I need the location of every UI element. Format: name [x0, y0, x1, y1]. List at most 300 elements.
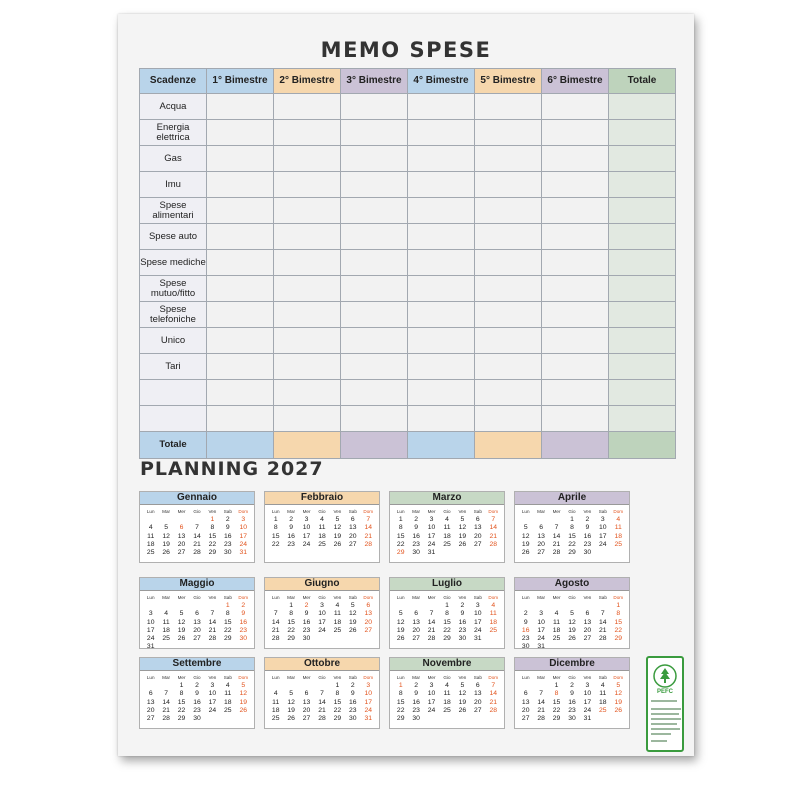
- day-cell[interactable]: 22: [271, 540, 280, 548]
- day-cell[interactable]: 31: [364, 715, 373, 723]
- day-cell[interactable]: 24: [474, 626, 482, 634]
- day-cell[interactable]: 15: [177, 698, 186, 706]
- day-cell[interactable]: 22: [443, 626, 451, 634]
- day-cell[interactable]: 14: [427, 618, 436, 626]
- amount-cell[interactable]: [542, 120, 609, 146]
- day-cell[interactable]: 18: [271, 706, 280, 714]
- day-cell[interactable]: 29: [396, 549, 405, 557]
- row-total-cell[interactable]: [609, 354, 676, 380]
- amount-cell[interactable]: [341, 120, 408, 146]
- day-cell[interactable]: 21: [537, 706, 545, 714]
- day-cell[interactable]: 27: [583, 635, 592, 643]
- amount-cell[interactable]: [341, 380, 408, 406]
- day-cell[interactable]: 31: [583, 715, 592, 723]
- amount-cell[interactable]: [408, 328, 475, 354]
- day-cell[interactable]: 24: [239, 540, 248, 548]
- grand-total-cell[interactable]: [609, 432, 676, 459]
- amount-cell[interactable]: [274, 120, 341, 146]
- day-cell[interactable]: 19: [333, 532, 342, 540]
- day-cell[interactable]: 20: [474, 532, 482, 540]
- amount-cell[interactable]: [542, 328, 609, 354]
- amount-cell[interactable]: [274, 276, 341, 302]
- amount-cell[interactable]: [542, 94, 609, 120]
- day-cell[interactable]: 2: [195, 682, 199, 689]
- amount-cell[interactable]: [207, 406, 274, 432]
- day-cell[interactable]: 11: [443, 690, 451, 698]
- day-cell[interactable]: 9: [195, 690, 199, 698]
- day-cell[interactable]: 14: [552, 532, 561, 540]
- day-cell[interactable]: 21: [427, 626, 436, 634]
- bimestre-total-cell[interactable]: [341, 432, 408, 459]
- day-cell[interactable]: 19: [458, 698, 467, 706]
- day-cell[interactable]: 4: [148, 524, 153, 532]
- day-cell[interactable]: 4: [445, 516, 449, 523]
- day-cell[interactable]: 8: [398, 690, 403, 698]
- day-cell[interactable]: 23: [583, 540, 592, 548]
- day-cell[interactable]: 25: [614, 540, 623, 548]
- amount-cell[interactable]: [274, 406, 341, 432]
- day-cell[interactable]: 15: [443, 618, 451, 626]
- day-cell[interactable]: 22: [224, 626, 232, 634]
- day-cell[interactable]: 9: [225, 524, 230, 532]
- row-total-cell[interactable]: [609, 224, 676, 250]
- day-cell[interactable]: 17: [146, 626, 155, 634]
- row-total-cell[interactable]: [609, 198, 676, 224]
- day-cell[interactable]: 4: [320, 516, 324, 523]
- day-cell[interactable]: 22: [287, 626, 295, 634]
- day-cell[interactable]: 31: [239, 549, 248, 557]
- day-cell[interactable]: 7: [491, 516, 496, 523]
- day-cell[interactable]: 4: [335, 602, 340, 609]
- day-cell[interactable]: 19: [396, 626, 405, 634]
- day-cell[interactable]: 16: [239, 618, 248, 626]
- amount-cell[interactable]: [408, 276, 475, 302]
- day-cell[interactable]: 3: [241, 516, 246, 523]
- day-cell[interactable]: 17: [208, 698, 217, 706]
- amount-cell[interactable]: [207, 198, 274, 224]
- day-cell[interactable]: 15: [396, 532, 405, 540]
- day-cell[interactable]: 21: [193, 540, 201, 548]
- amount-cell[interactable]: [542, 406, 609, 432]
- amount-cell[interactable]: [207, 224, 274, 250]
- day-cell[interactable]: 1: [616, 602, 621, 609]
- day-cell[interactable]: 30: [239, 635, 248, 643]
- day-cell[interactable]: 30: [412, 549, 420, 557]
- amount-cell[interactable]: [207, 380, 274, 406]
- amount-cell[interactable]: [274, 328, 341, 354]
- day-cell[interactable]: 10: [146, 618, 155, 626]
- day-cell[interactable]: 5: [398, 610, 403, 618]
- amount-cell[interactable]: [408, 380, 475, 406]
- day-cell[interactable]: 14: [364, 524, 373, 532]
- day-cell[interactable]: 27: [521, 715, 530, 723]
- amount-cell[interactable]: [475, 328, 542, 354]
- day-cell[interactable]: 23: [568, 706, 576, 714]
- day-cell[interactable]: 18: [599, 698, 607, 706]
- day-cell[interactable]: 23: [287, 540, 295, 548]
- day-cell[interactable]: 26: [349, 626, 357, 634]
- day-cell[interactable]: 17: [364, 698, 373, 706]
- day-cell[interactable]: 18: [146, 540, 155, 548]
- day-cell[interactable]: 4: [164, 610, 169, 618]
- day-cell[interactable]: 1: [179, 682, 184, 689]
- day-cell[interactable]: 6: [523, 690, 528, 698]
- day-cell[interactable]: 5: [460, 682, 465, 689]
- day-cell[interactable]: 7: [210, 610, 215, 618]
- day-cell[interactable]: 6: [475, 516, 480, 523]
- day-cell[interactable]: 20: [193, 626, 201, 634]
- day-cell[interactable]: 22: [614, 626, 623, 634]
- amount-cell[interactable]: [341, 172, 408, 198]
- day-cell[interactable]: 30: [412, 715, 420, 723]
- day-cell[interactable]: 5: [460, 516, 465, 523]
- day-cell[interactable]: 14: [208, 618, 217, 626]
- day-cell[interactable]: 20: [146, 706, 155, 714]
- day-cell[interactable]: 21: [489, 532, 498, 540]
- day-cell[interactable]: 5: [289, 690, 294, 698]
- row-total-cell[interactable]: [609, 120, 676, 146]
- day-cell[interactable]: 23: [349, 706, 357, 714]
- day-cell[interactable]: 9: [350, 690, 355, 698]
- day-cell[interactable]: 21: [552, 540, 561, 548]
- day-cell[interactable]: 13: [349, 524, 357, 532]
- day-cell[interactable]: 17: [239, 532, 248, 540]
- day-cell[interactable]: 26: [458, 540, 467, 548]
- day-cell[interactable]: 20: [364, 618, 373, 626]
- day-cell[interactable]: 20: [302, 706, 311, 714]
- day-cell[interactable]: 4: [225, 682, 230, 689]
- day-cell[interactable]: 11: [489, 610, 497, 618]
- day-cell[interactable]: 31: [537, 643, 545, 651]
- day-cell[interactable]: 22: [568, 540, 576, 548]
- day-cell[interactable]: 26: [521, 549, 530, 557]
- day-cell[interactable]: 18: [552, 626, 561, 634]
- day-cell[interactable]: 14: [537, 698, 545, 706]
- day-cell[interactable]: 2: [570, 682, 574, 689]
- day-cell[interactable]: 16: [193, 698, 201, 706]
- amount-cell[interactable]: [475, 120, 542, 146]
- day-cell[interactable]: 9: [523, 618, 528, 626]
- amount-cell[interactable]: [475, 302, 542, 328]
- day-cell[interactable]: 16: [412, 532, 420, 540]
- day-cell[interactable]: 24: [208, 706, 217, 714]
- day-cell[interactable]: 4: [491, 602, 496, 609]
- amount-cell[interactable]: [408, 250, 475, 276]
- day-cell[interactable]: 24: [427, 540, 436, 548]
- amount-cell[interactable]: [408, 302, 475, 328]
- bimestre-total-cell[interactable]: [207, 432, 274, 459]
- day-cell[interactable]: 16: [583, 532, 592, 540]
- day-cell[interactable]: 29: [443, 635, 451, 643]
- amount-cell[interactable]: [542, 146, 609, 172]
- row-total-cell[interactable]: [609, 380, 676, 406]
- day-cell[interactable]: 23: [224, 540, 232, 548]
- day-cell[interactable]: 25: [271, 715, 280, 723]
- day-cell[interactable]: 10: [427, 690, 436, 698]
- day-cell[interactable]: 28: [552, 549, 561, 557]
- day-cell[interactable]: 13: [474, 690, 482, 698]
- day-cell[interactable]: 1: [273, 516, 278, 523]
- day-cell[interactable]: 26: [287, 715, 295, 723]
- day-cell[interactable]: 7: [600, 610, 605, 618]
- day-cell[interactable]: 20: [349, 532, 357, 540]
- day-cell[interactable]: 9: [460, 610, 465, 618]
- bimestre-total-cell[interactable]: [542, 432, 609, 459]
- day-cell[interactable]: 18: [443, 532, 451, 540]
- amount-cell[interactable]: [408, 94, 475, 120]
- day-cell[interactable]: 3: [304, 516, 309, 523]
- day-cell[interactable]: 2: [289, 516, 294, 523]
- day-cell[interactable]: 9: [304, 610, 309, 618]
- day-cell[interactable]: 15: [333, 698, 342, 706]
- amount-cell[interactable]: [408, 406, 475, 432]
- day-cell[interactable]: 28: [537, 715, 545, 723]
- day-cell[interactable]: 27: [146, 715, 155, 723]
- day-cell[interactable]: 28: [318, 715, 326, 723]
- day-cell[interactable]: 3: [210, 682, 215, 689]
- day-cell[interactable]: 16: [521, 626, 530, 634]
- day-cell[interactable]: 12: [614, 690, 623, 698]
- day-cell[interactable]: 5: [179, 610, 184, 618]
- day-cell[interactable]: 20: [412, 626, 420, 634]
- day-cell[interactable]: 23: [521, 635, 530, 643]
- amount-cell[interactable]: [542, 172, 609, 198]
- day-cell[interactable]: 19: [521, 540, 530, 548]
- day-cell[interactable]: 2: [225, 516, 230, 523]
- amount-cell[interactable]: [207, 276, 274, 302]
- amount-cell[interactable]: [341, 276, 408, 302]
- amount-cell[interactable]: [408, 224, 475, 250]
- day-cell[interactable]: 17: [474, 618, 482, 626]
- day-cell[interactable]: 24: [427, 706, 436, 714]
- day-cell[interactable]: 28: [427, 635, 436, 643]
- day-cell[interactable]: 26: [239, 706, 248, 714]
- day-cell[interactable]: 1: [398, 682, 403, 689]
- day-cell[interactable]: 25: [146, 549, 155, 557]
- amount-cell[interactable]: [341, 354, 408, 380]
- day-cell[interactable]: 7: [554, 524, 559, 532]
- day-cell[interactable]: 8: [210, 524, 215, 532]
- day-cell[interactable]: 10: [474, 610, 482, 618]
- day-cell[interactable]: 13: [193, 618, 201, 626]
- day-cell[interactable]: 28: [193, 549, 201, 557]
- day-cell[interactable]: 27: [302, 715, 311, 723]
- day-cell[interactable]: 15: [552, 698, 561, 706]
- day-cell[interactable]: 5: [570, 610, 574, 618]
- day-cell[interactable]: 2: [414, 682, 419, 689]
- day-cell[interactable]: 29: [568, 549, 576, 557]
- day-cell[interactable]: 13: [537, 532, 545, 540]
- day-cell[interactable]: 1: [335, 682, 340, 689]
- day-cell[interactable]: 4: [273, 690, 278, 698]
- day-cell[interactable]: 7: [491, 682, 496, 689]
- day-cell[interactable]: 8: [179, 690, 184, 698]
- day-cell[interactable]: 28: [271, 635, 280, 643]
- day-cell[interactable]: 24: [146, 635, 155, 643]
- day-cell[interactable]: 21: [208, 626, 217, 634]
- day-cell[interactable]: 11: [614, 524, 622, 532]
- day-cell[interactable]: 6: [539, 524, 544, 532]
- day-cell[interactable]: 29: [614, 635, 623, 643]
- amount-cell[interactable]: [274, 250, 341, 276]
- day-cell[interactable]: 10: [318, 610, 326, 618]
- day-cell[interactable]: 13: [146, 698, 155, 706]
- day-cell[interactable]: 30: [224, 549, 232, 557]
- day-cell[interactable]: 5: [523, 524, 528, 532]
- day-cell[interactable]: 9: [289, 524, 294, 532]
- amount-cell[interactable]: [475, 380, 542, 406]
- day-cell[interactable]: 19: [177, 626, 186, 634]
- day-cell[interactable]: 21: [271, 626, 280, 634]
- amount-cell[interactable]: [274, 94, 341, 120]
- day-cell[interactable]: 19: [458, 532, 467, 540]
- day-cell[interactable]: 19: [568, 626, 576, 634]
- day-cell[interactable]: 11: [599, 690, 607, 698]
- amount-cell[interactable]: [408, 146, 475, 172]
- row-total-cell[interactable]: [609, 172, 676, 198]
- day-cell[interactable]: 4: [616, 516, 621, 523]
- day-cell[interactable]: 29: [208, 549, 217, 557]
- day-cell[interactable]: 15: [224, 618, 232, 626]
- day-cell[interactable]: 13: [364, 610, 373, 618]
- day-cell[interactable]: 31: [427, 549, 436, 557]
- day-cell[interactable]: 19: [614, 698, 623, 706]
- day-cell[interactable]: 17: [583, 698, 592, 706]
- day-cell[interactable]: 8: [289, 610, 294, 618]
- day-cell[interactable]: 21: [489, 698, 498, 706]
- day-cell[interactable]: 18: [489, 618, 498, 626]
- amount-cell[interactable]: [341, 250, 408, 276]
- row-total-cell[interactable]: [609, 146, 676, 172]
- amount-cell[interactable]: [207, 302, 274, 328]
- day-cell[interactable]: 11: [224, 690, 232, 698]
- day-cell[interactable]: 25: [224, 706, 232, 714]
- day-cell[interactable]: 13: [583, 618, 592, 626]
- day-cell[interactable]: 12: [521, 532, 530, 540]
- day-cell[interactable]: 28: [489, 540, 498, 548]
- day-cell[interactable]: 19: [287, 706, 295, 714]
- day-cell[interactable]: 7: [539, 690, 544, 698]
- day-cell[interactable]: 18: [224, 698, 232, 706]
- day-cell[interactable]: 1: [554, 682, 559, 689]
- amount-cell[interactable]: [341, 146, 408, 172]
- day-cell[interactable]: 25: [318, 540, 326, 548]
- day-cell[interactable]: 3: [475, 602, 480, 609]
- day-cell[interactable]: 29: [287, 635, 295, 643]
- day-cell[interactable]: 8: [335, 690, 340, 698]
- day-cell[interactable]: 2: [523, 610, 528, 618]
- day-cell[interactable]: 1: [445, 602, 449, 609]
- amount-cell[interactable]: [207, 250, 274, 276]
- day-cell[interactable]: 27: [537, 549, 545, 557]
- day-cell[interactable]: 17: [318, 618, 326, 626]
- day-cell[interactable]: 16: [458, 618, 467, 626]
- bimestre-total-cell[interactable]: [475, 432, 542, 459]
- day-cell[interactable]: 27: [349, 540, 357, 548]
- day-cell[interactable]: 18: [443, 698, 451, 706]
- day-cell[interactable]: 11: [553, 618, 561, 626]
- day-cell[interactable]: 25: [443, 706, 451, 714]
- day-cell[interactable]: 10: [302, 524, 311, 532]
- day-cell[interactable]: 13: [521, 698, 530, 706]
- amount-cell[interactable]: [274, 146, 341, 172]
- day-cell[interactable]: 9: [585, 524, 590, 532]
- day-cell[interactable]: 24: [302, 540, 311, 548]
- day-cell[interactable]: 29: [224, 635, 232, 643]
- day-cell[interactable]: 2: [350, 682, 355, 689]
- day-cell[interactable]: 28: [364, 540, 373, 548]
- day-cell[interactable]: 17: [427, 532, 436, 540]
- day-cell[interactable]: 17: [537, 626, 545, 634]
- amount-cell[interactable]: [542, 198, 609, 224]
- day-cell[interactable]: 8: [445, 610, 449, 618]
- day-cell[interactable]: 1: [289, 602, 294, 609]
- day-cell[interactable]: 26: [333, 540, 342, 548]
- amount-cell[interactable]: [274, 198, 341, 224]
- day-cell[interactable]: 1: [398, 516, 403, 523]
- day-cell[interactable]: 26: [458, 706, 467, 714]
- amount-cell[interactable]: [341, 198, 408, 224]
- day-cell[interactable]: 3: [539, 610, 544, 618]
- day-cell[interactable]: 10: [239, 524, 248, 532]
- day-cell[interactable]: 25: [443, 540, 451, 548]
- day-cell[interactable]: 5: [335, 516, 340, 523]
- day-cell[interactable]: 15: [568, 532, 576, 540]
- bimestre-total-cell[interactable]: [274, 432, 341, 459]
- day-cell[interactable]: 20: [583, 626, 592, 634]
- amount-cell[interactable]: [207, 354, 274, 380]
- day-cell[interactable]: 10: [599, 524, 607, 532]
- day-cell[interactable]: 16: [412, 698, 420, 706]
- day-cell[interactable]: 19: [162, 540, 170, 548]
- day-cell[interactable]: 10: [427, 524, 436, 532]
- day-cell[interactable]: 22: [333, 706, 342, 714]
- day-cell[interactable]: 5: [350, 602, 355, 609]
- day-cell[interactable]: 13: [412, 618, 420, 626]
- day-cell[interactable]: 18: [614, 532, 623, 540]
- day-cell[interactable]: 14: [271, 618, 280, 626]
- day-cell[interactable]: 14: [318, 698, 326, 706]
- amount-cell[interactable]: [274, 172, 341, 198]
- day-cell[interactable]: 12: [349, 610, 357, 618]
- day-cell[interactable]: 14: [193, 532, 201, 540]
- amount-cell[interactable]: [408, 120, 475, 146]
- day-cell[interactable]: 3: [429, 682, 434, 689]
- day-cell[interactable]: 12: [458, 690, 467, 698]
- row-total-cell[interactable]: [609, 406, 676, 432]
- amount-cell[interactable]: [341, 302, 408, 328]
- day-cell[interactable]: 12: [458, 524, 467, 532]
- row-total-cell[interactable]: [609, 276, 676, 302]
- day-cell[interactable]: 7: [164, 690, 169, 698]
- amount-cell[interactable]: [475, 198, 542, 224]
- day-cell[interactable]: 25: [489, 626, 498, 634]
- day-cell[interactable]: 30: [583, 549, 592, 557]
- amount-cell[interactable]: [475, 224, 542, 250]
- day-cell[interactable]: 6: [179, 524, 184, 532]
- amount-cell[interactable]: [475, 250, 542, 276]
- amount-cell[interactable]: [542, 276, 609, 302]
- amount-cell[interactable]: [341, 224, 408, 250]
- day-cell[interactable]: 27: [474, 540, 482, 548]
- day-cell[interactable]: 23: [412, 540, 420, 548]
- day-cell[interactable]: 9: [570, 690, 574, 698]
- day-cell[interactable]: 19: [349, 618, 357, 626]
- amount-cell[interactable]: [274, 380, 341, 406]
- day-cell[interactable]: 29: [552, 715, 561, 723]
- day-cell[interactable]: 8: [273, 524, 278, 532]
- amount-cell[interactable]: [408, 172, 475, 198]
